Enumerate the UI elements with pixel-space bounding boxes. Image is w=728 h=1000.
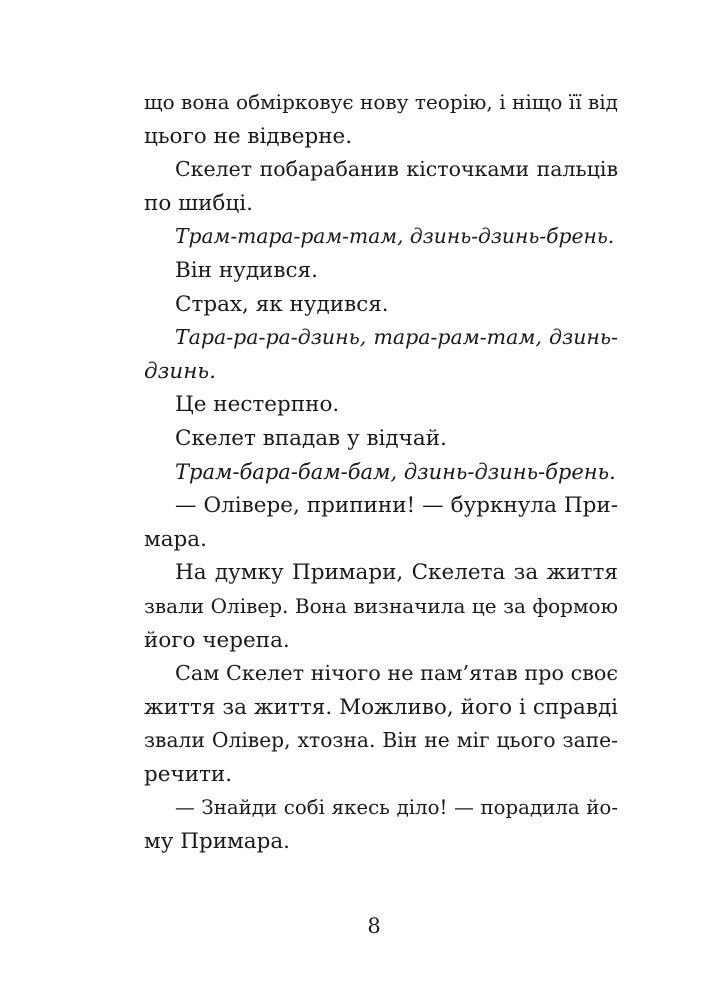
text-line: Трам-тара-рам-там, дзинь-дзинь-брень.: [175, 224, 615, 249]
paragraph: [144, 791, 618, 858]
paragraph: [144, 321, 618, 388]
paragraph: [144, 489, 618, 556]
page-body: [144, 86, 618, 859]
text-line: Це нестерпно.: [175, 392, 340, 418]
paragraph: [144, 153, 618, 220]
paragraph: [144, 556, 618, 657]
text-line: Сам Скелет нічого не пам’ятав про своє: [175, 661, 618, 686]
text-line: цього не відверне.: [144, 123, 353, 149]
paragraph: [144, 288, 618, 322]
text-line: що вона обмірковує нову теорію, і ніщо її від: [144, 90, 618, 114]
text-line: речити.: [144, 761, 233, 787]
paragraph: [144, 456, 618, 490]
text-line: його черепа.: [144, 627, 290, 653]
text-line: життя за життя. Можливо, його і справді: [144, 694, 618, 720]
paragraph: [144, 657, 618, 791]
text-line: Трам-бара-бам-бам, дзинь-дзинь-брень.: [175, 459, 616, 484]
text-line: мара.: [144, 526, 207, 552]
text-line: Скелет впадав у відчай.: [175, 425, 447, 451]
text-line: На думку Примари, Скелета за життя: [175, 560, 618, 586]
paragraph: [144, 422, 618, 456]
text-line: дзинь.: [144, 358, 216, 384]
text-line: Він нудився.: [175, 257, 318, 283]
text-line: звали Олівер. Вона визначила це за формою: [144, 593, 618, 618]
text-line: Тара-ра-ра-дзинь, тара-рам-там, дзинь-: [175, 325, 618, 350]
paragraph: [144, 388, 618, 422]
paragraph: [144, 254, 618, 288]
text-line: — Олівере, припини! — буркнула При-: [175, 493, 618, 519]
text-line: Скелет побарабанив кісточками пальців: [175, 157, 618, 182]
text-line: Страх, як нудився.: [175, 291, 389, 317]
text-line: звали Олівер, хтозна. Він не міг цього запе-: [144, 728, 618, 753]
text-line: — Знайди собі якесь діло! — порадила йо-: [175, 796, 618, 820]
text-line: му Примара.: [144, 829, 291, 855]
page-number: 8: [367, 914, 381, 938]
text-line: по шибці.: [144, 190, 253, 216]
paragraph: [144, 86, 618, 153]
paragraph: [144, 220, 618, 254]
